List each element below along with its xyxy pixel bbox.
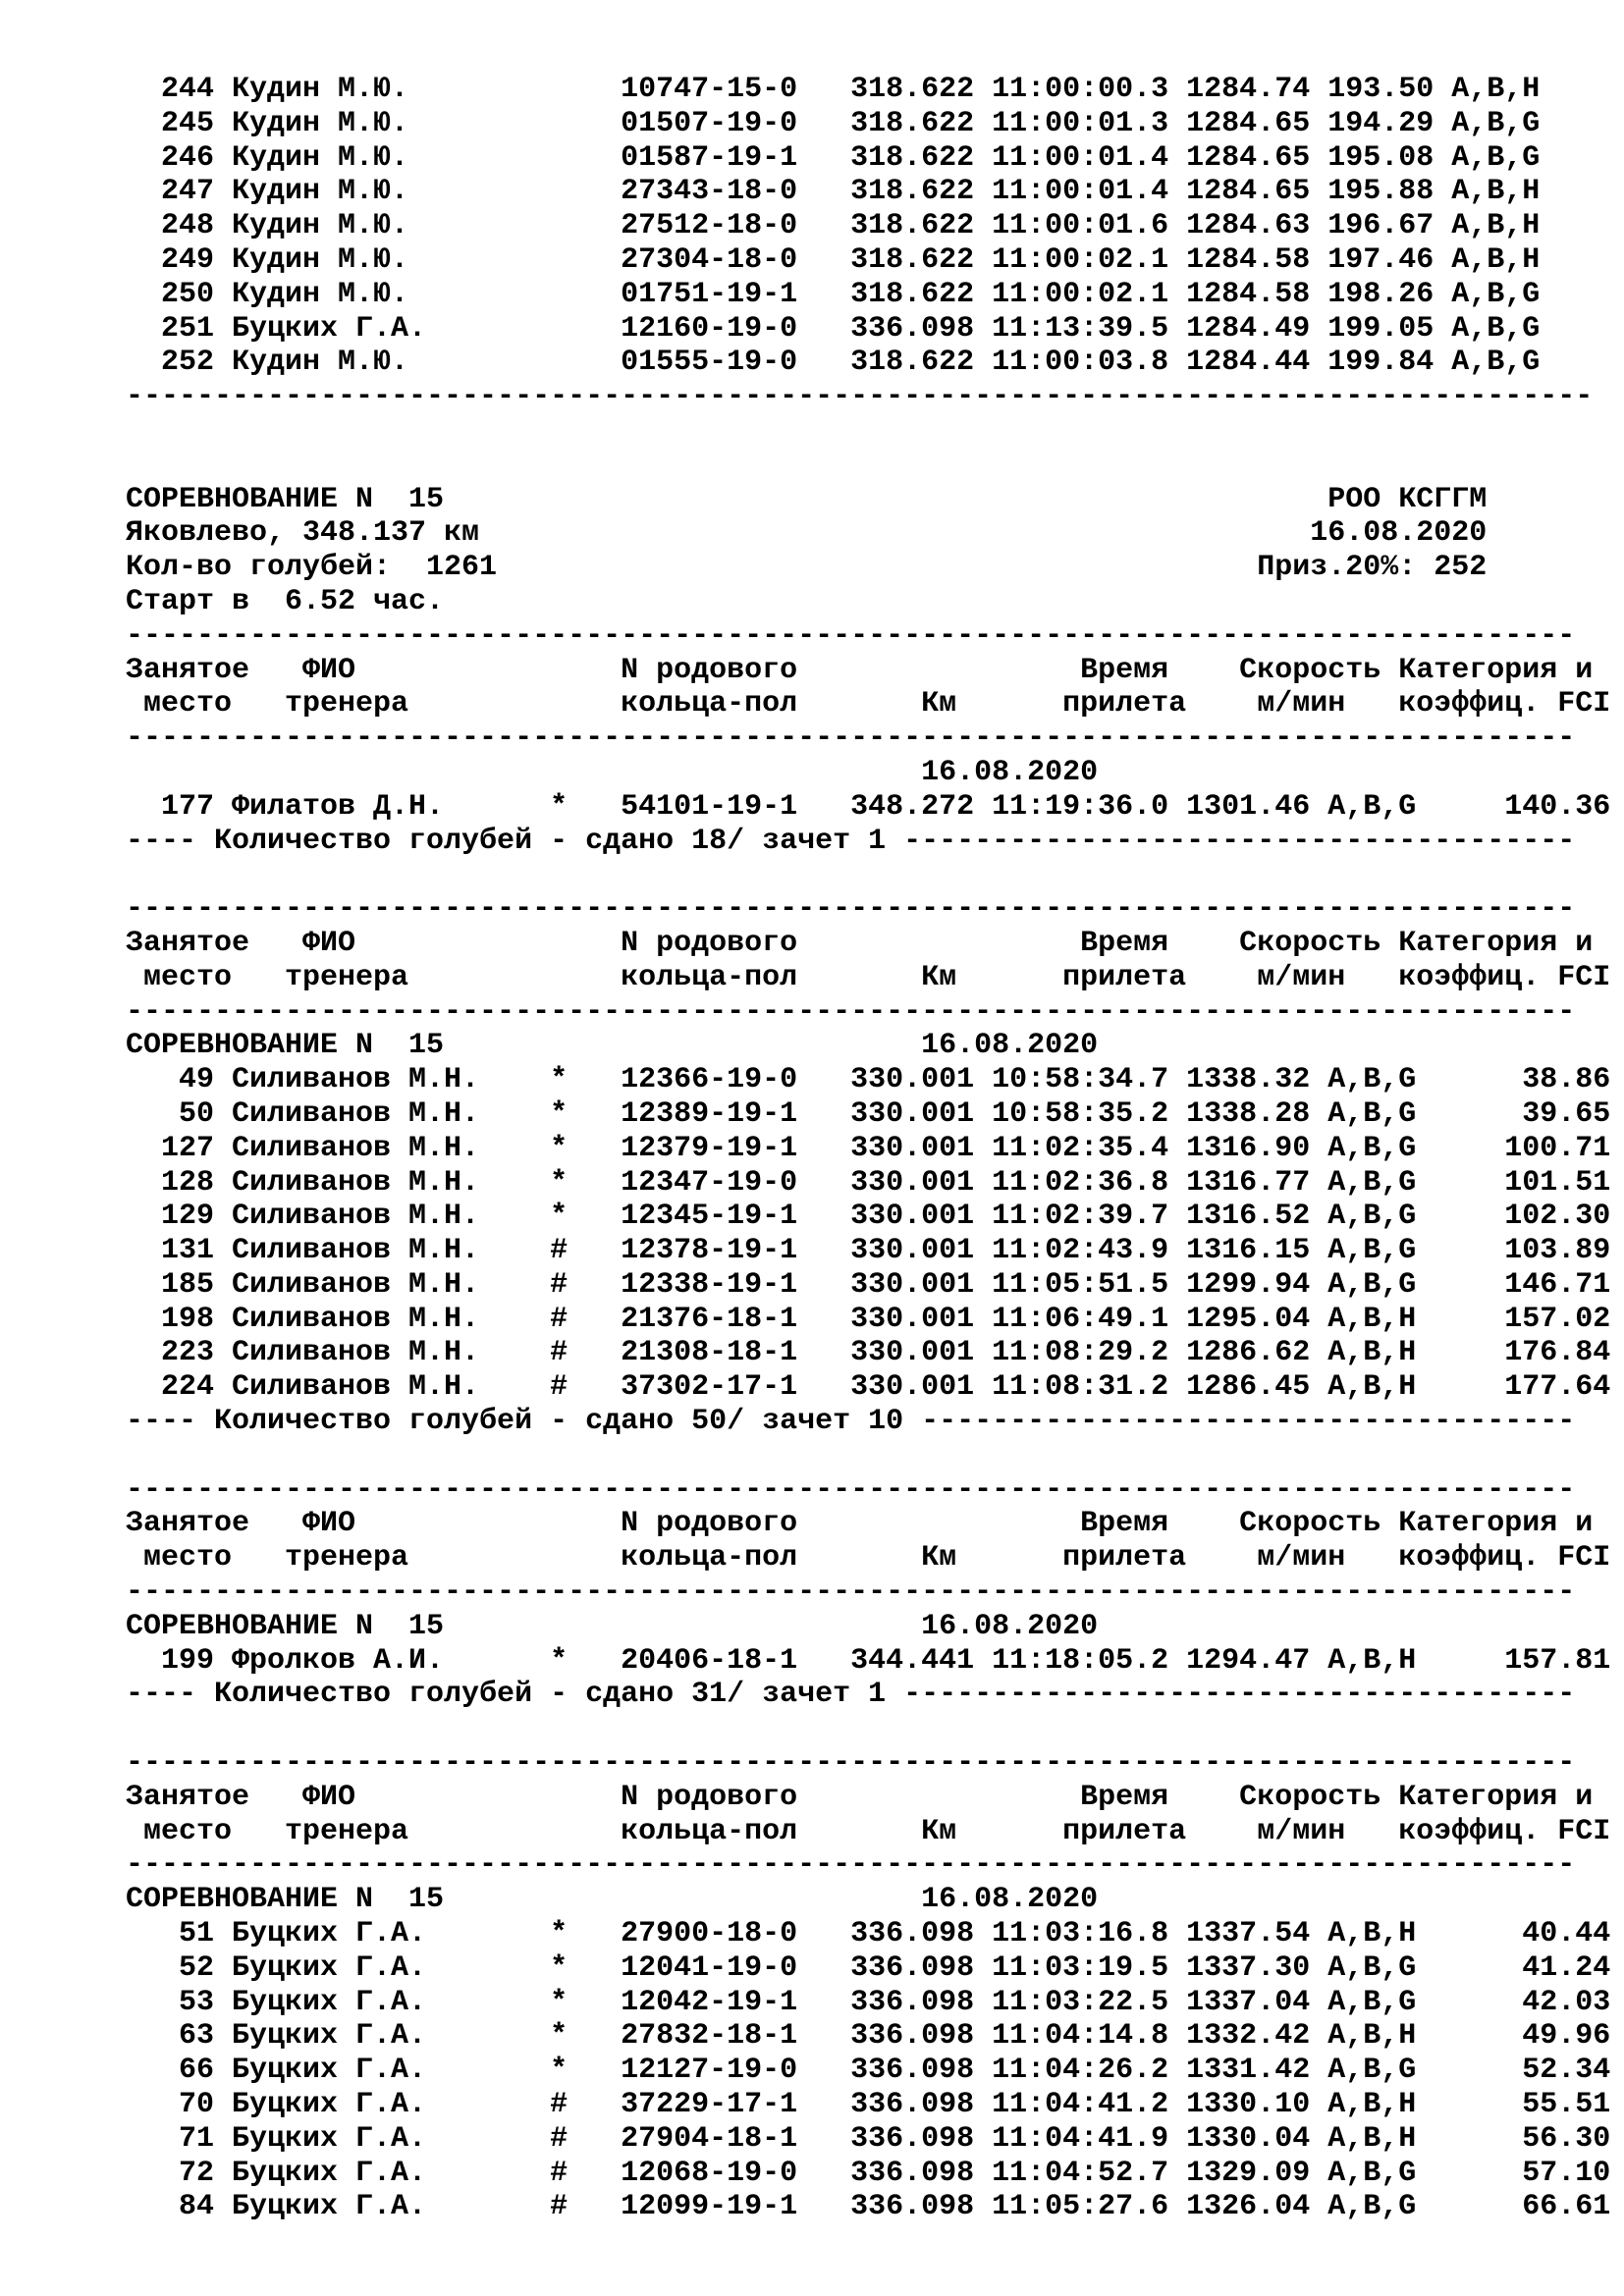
blank-line [126,449,1624,483]
column-header-line: Занятое ФИО N родового Время Скорость Категория и [126,926,1594,960]
column-header-line: место тренера кольца-пол Км прилета м/мин коэффиц. FCI [126,1814,1611,1848]
column-header-line: место тренера кольца-пол Км прилета м/мин коэффиц. FCI [126,1541,1611,1575]
column-header-line: Занятое ФИО N родового Время Скорость Категория и [126,1507,1594,1541]
competition-line: СОРЕВНОВАНИЕ N 15 16.08.2020 [126,1029,1099,1063]
result-row: 250 Кудин М.Ю. 01751-19-1 318.622 11:00:02.1 1284.58 198.26 A,B,G [126,277,1541,311]
column-header-line: Занятое ФИО N родового Время Скорость Категория и [126,1780,1594,1814]
result-row: 131 Силиванов М.Н. # 12378-19-1 330.001 11:02:43.9 1316.15 A,B,G 103.89 [126,1234,1611,1268]
result-row: 185 Силиванов М.Н. # 12338-19-1 330.001 11:05:51.5 1299.94 A,B,G 146.71 [126,1267,1611,1302]
result-row: 249 Кудин М.Ю. 27304-18-0 318.622 11:00:02.1 1284.58 197.46 A,B,H [126,242,1541,277]
separator-line: ---------------------------------------------------------------------------------- [126,892,1576,927]
result-row: 70 Буцких Г.А. # 37229-17-1 336.098 11:04:41.2 1330.10 A,B,H 55.51 [126,2088,1611,2122]
result-row: 52 Буцких Г.А. * 12041-19-0 336.098 11:03:19.5 1337.30 A,B,G 41.24 [126,1950,1611,1985]
result-row: 252 Кудин М.Ю. 01555-19-0 318.622 11:00:03.8 1284.44 199.84 A,B,G [126,346,1541,380]
separator-line: ---------------------------------------------------------------------------------- [126,1472,1576,1507]
separator-line: ---------------------------------------------------------------------------------- [126,994,1576,1029]
separator-line: ----------------------------------------------------------------------------------- [126,380,1594,414]
blank-line [126,1712,1624,1746]
result-row: 129 Силиванов М.Н. * 12345-19-1 330.001 11:02:39.7 1316.52 A,B,G 102.30 [126,1200,1611,1234]
column-header-line: Занятое ФИО N родового Время Скорость Категория и [126,653,1594,687]
column-header-line: место тренера кольца-пол Км прилета м/мин коэффиц. FCI [126,687,1611,721]
separator-line: ---------------------------------------------------------------------------------- [126,1746,1576,1781]
info-line: Яковлево, 348.137 км 16.08.2020 [126,516,1488,551]
result-row: 246 Кудин М.Ю. 01587-19-1 318.622 11:00:01.4 1284.65 195.08 A,B,G [126,140,1541,175]
date-line: 16.08.2020 [126,755,1099,789]
separator-line: ---------------------------------------------------------------------------------- [126,721,1576,756]
result-row: 127 Силиванов М.Н. * 12379-19-1 330.001 11:02:35.4 1316.90 A,B,G 100.71 [126,1131,1611,1165]
result-row: 198 Силиванов М.Н. # 21376-18-1 330.001 11:06:49.1 1295.04 A,B,H 157.02 [126,1302,1611,1336]
result-row: 66 Буцких Г.А. * 12127-19-0 336.098 11:04:26.2 1331.42 A,B,G 52.34 [126,2054,1611,2088]
summary-line: ---- Количество голубей - сдано 31/ зачет 1 -------------------------------------- [126,1678,1576,1712]
result-row: 177 Филатов Д.Н. * 54101-19-1 348.272 11:19:36.0 1301.46 A,B,G 140.36 [126,789,1611,824]
summary-line: ---- Количество голубей - сдано 50/ зачет 10 ------------------------------------- [126,1405,1576,1439]
competition-line: СОРЕВНОВАНИЕ N 15 16.08.2020 [126,1883,1099,1917]
result-row: 244 Кудин М.Ю. 10747-15-0 318.622 11:00:00.3 1284.74 193.50 A,B,H [126,73,1541,106]
blank-line [126,1439,1624,1473]
info-line: Кол-во голубей: 1261 Приз.20%: 252 [126,551,1488,585]
result-row: 63 Буцких Г.А. * 27832-18-1 336.098 11:04:14.8 1332.42 A,B,H 49.96 [126,2019,1611,2054]
result-row: 51 Буцких Г.А. * 27900-18-0 336.098 11:03:16.8 1337.54 A,B,H 40.44 [126,1917,1611,1951]
separator-line: ---------------------------------------------------------------------------------- [126,1575,1576,1610]
info-line: Старт в 6.52 час. [126,584,445,618]
blank-line [126,414,1624,449]
summary-line: ---- Количество голубей - сдано 18/ зачет 1 -------------------------------------- [126,824,1576,858]
result-row: 53 Буцких Г.А. * 12042-19-1 336.098 11:03:22.5 1337.04 A,B,G 42.03 [126,1985,1611,2019]
result-row: 49 Силиванов М.Н. * 12366-19-0 330.001 10:58:34.7 1338.32 A,B,G 38.86 [126,1063,1611,1097]
result-row: 84 Буцких Г.А. # 12099-19-1 336.098 11:05:27.6 1326.04 A,B,G 66.61 [126,2190,1611,2224]
competition-line: СОРЕВНОВАНИЕ N 15 РОО КСГГМ [126,482,1488,516]
blank-line [126,858,1624,892]
result-row: 245 Кудин М.Ю. 01507-19-0 318.622 11:00:01.3 1284.65 194.29 A,B,G [126,106,1541,140]
result-row: 50 Силиванов М.Н. * 12389-19-1 330.001 10:58:35.2 1338.28 A,B,G 39.65 [126,1096,1611,1131]
result-row: 248 Кудин М.Ю. 27512-18-0 318.622 11:00:01.6 1284.63 196.67 A,B,H [126,209,1541,243]
result-row: 128 Силиванов М.Н. * 12347-19-0 330.001 11:02:36.8 1316.77 A,B,G 101.51 [126,1165,1611,1200]
result-row: 224 Силиванов М.Н. # 37302-17-1 330.001 11:08:31.2 1286.45 A,B,H 177.64 [126,1370,1611,1405]
separator-line: ---------------------------------------------------------------------------------- [126,618,1576,653]
result-row: 72 Буцких Г.А. # 12068-19-0 336.098 11:04:52.7 1329.09 A,B,G 57.10 [126,2156,1611,2190]
result-row: 71 Буцких Г.А. # 27904-18-1 336.098 11:04:41.9 1330.04 A,B,H 56.30 [126,2121,1611,2156]
competition-line: СОРЕВНОВАНИЕ N 15 16.08.2020 [126,1609,1099,1643]
result-row: 251 Буцких Г.А. 12160-19-0 336.098 11:13:39.5 1284.49 199.05 A,B,G [126,311,1541,346]
column-header-line: место тренера кольца-пол Км прилета м/мин коэффиц. FCI [126,960,1611,994]
separator-line: ---------------------------------------------------------------------------------- [126,1848,1576,1883]
result-row: 247 Кудин М.Ю. 27343-18-0 318.622 11:00:01.4 1284.65 195.88 A,B,H [126,175,1541,209]
result-row: 223 Силиванов М.Н. # 21308-18-1 330.001 11:08:29.2 1286.62 A,B,H 176.84 [126,1336,1611,1370]
result-row: 199 Фролков А.И. * 20406-18-1 344.441 11:18:05.2 1294.47 A,B,H 157.81 [126,1643,1611,1678]
